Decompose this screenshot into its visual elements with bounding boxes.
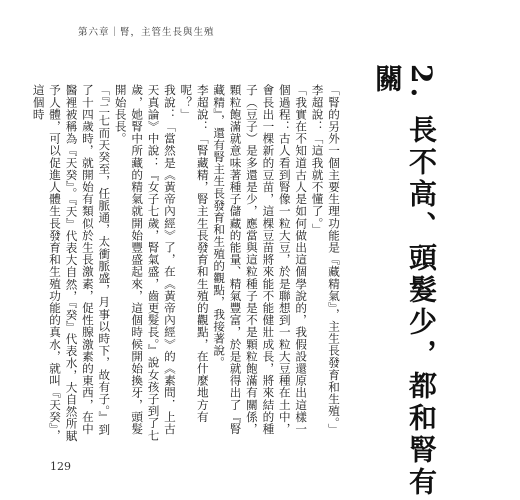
paragraph: 「我實在不知道古人是如何做出這個學說的，我假設還原出這樣一個過程：古人看到腎像一粒大豆，於是聯想到一粒大豆種在土中，會長出一棵新的豆苗，這棵豆苗將來能不能健壯成長，將來結的種子（豆子）是多還是少，應當與這粒種子是不是顆粒飽滿有關係，顆粒飽滿就意味著種子儲藏的能量、精氣豐富，於是就得出了『腎藏精』，還有腎主生長發育和生殖的觀點，我接著說。 <box>212 84 309 435</box>
paragraph: 李超說：「腎藏精，腎主生長發育和生殖的觀點，在什麼地方有呢？」 <box>179 84 210 423</box>
paragraph: 「『二七而天癸至，任脈通，太衝脈盛，月事以時下，故有子。』到了十四歲時，就開始有類似於生長激素，促性腺激素的東西，在中醫裡被稱為『天癸』。『天』代表大自然，『癸』代表水，大自然所賦予人體，可以促進人體生長發育和生殖功能的真水，就叫『天癸』，這個時 <box>31 84 112 442</box>
page-number: 129 <box>50 460 71 473</box>
paragraph: 我說：「當然是《黃帝內經》了，在《黃帝內經》的《素問．上古天真論》中說：『女子七歲，腎氣盛，齒更髮長。』說女孩子到了七歲，她腎中所藏的精氣就開始豐盛起來，這個時候開始換牙，頭髮開始長長。 <box>113 84 177 442</box>
paragraph: 李超說：「這我就不懂了。」 <box>310 84 325 236</box>
running-head: 第六章｜腎，主管生長與生殖 <box>78 27 215 38</box>
paragraph: 「腎的另外一個主要生理功能是『藏精氣』，主生長發育和生殖。」 <box>327 84 341 436</box>
section-title: 2. 長不高、頭髮少，都和腎有關 <box>371 64 438 499</box>
body-text <box>31 84 342 444</box>
